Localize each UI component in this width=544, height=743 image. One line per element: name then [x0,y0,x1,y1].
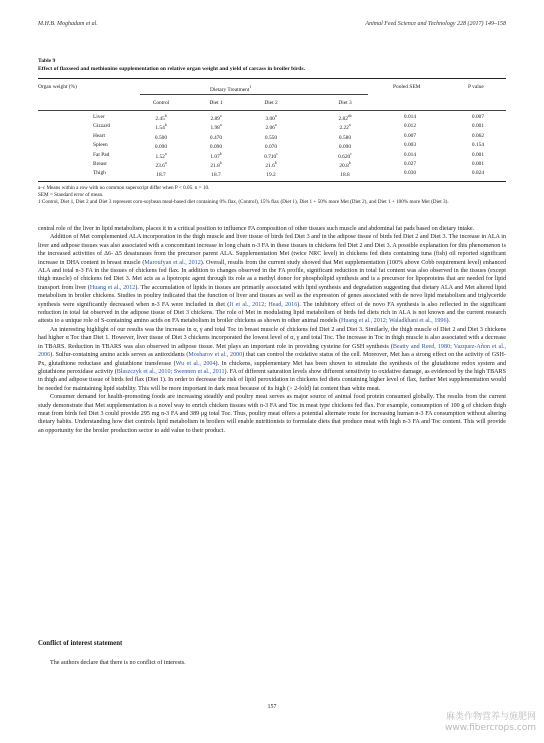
table-cell: 2.06$^a$ [265,123,277,132]
table-cell: 21.8$^b$ [210,161,222,169]
table-cell: 18.7 [211,172,221,179]
row-label: Breast [93,161,107,167]
table-cell: 0.580 [338,134,352,141]
watermark [445,712,536,734]
table-cell: 0.007 [403,132,417,139]
row-label: Liver [93,114,105,120]
citation-link[interactable]: Huang et al., 2012; Waladkhani et al., 1996 [341,318,447,325]
table-caption: Effect of flaxseed and methionine supplementation on relative organ weight and yield of carcass in broiler birds. [38,66,305,72]
paragraph-3: An interesting highlight of our results was the increase in α, γ and total Toc in breast muscle of chickens fed Diet 2 and Diet 3. Similarly, the thigh muscle of Diet 2 and Diet 3 chickens had higher α Toc than Diet 1. However, liver tissue of Diet 3 chickens incorporated the lowest level of α, γ and total Toc. The increase in Toc in thigh muscle is also associated with a decrease in TBARS. Reduction in TBARS was also observed in adipose tissue. Met plays an important role in providing cysteine for GSH synthesis (Beatty and Reed, 1980; Vazquez-Añon et al., 2006). Sulfur-containing amino acids serves as antioxidants (Mosharov et al., 2000) that can control the oxidative status of the cell. Moreover, Met has a strong effect on the activity of GSH-Px, glutathione reductase and glutathione transferase (Wu et al., 2004). In chickens, supplementary Met has been shown to stimulate the synthesis of the glutathione redox system and glutathione peroxidase activity (Błaszczyk et al., 2010; Swennen et al., 2011). FA of different saturation levels show different sensitivity to oxidative damage, as evidenced by the high TBARS in thigh and adipose tissue of birds fed flax (Diet 1). In order to decrease the risk of lipid peroxidation in chickens fed diets containing higher level of flax, further Met supplementation would be needed for maintaining lipid stability. This will be more important in dark meat because of its high (> 2-fold) fat content than white meat. [38,326,507,392]
table-cell: 1.52$^a$ [155,151,167,160]
sub-col-diet2: Diet 2 [264,100,278,106]
row-label: Fat Pad [93,151,110,158]
row-label: Thigh [93,170,106,177]
table-cell: 0.710$^c$ [264,151,278,160]
table-cell: 2.45$^b$ [155,114,167,122]
row-label: Gizzard [93,123,111,130]
table-cell: 0.014 [403,151,417,158]
table-cell: 0.012 [403,123,417,130]
table-top-rule [38,78,506,79]
table-cell: 1.98$^a$ [210,123,222,132]
running-header [38,21,506,31]
row-label: Spleen [93,142,108,149]
diet-span-rule [140,94,368,95]
page-number: 157 [267,704,277,710]
table-cell: 0.090 [154,143,168,150]
table-cell: 21.6$^b$ [265,161,277,169]
table-bottom-rule [38,181,506,182]
table-cell: 0.030 [403,170,417,177]
table-cell: 0.014 [403,114,417,120]
article-body [38,225,506,435]
table-cell: 0.070 [264,143,278,150]
paragraph-2: Addition of Met complemented ALA incorporation in the thigh muscle and liver tissue of birds fed Diet 3 and in the adipose tissue of birds fed Diet 2 and Diet 3. The increase in ALA in liver and adipose tissues was also associated with a concomitant increase in long chain n-3 FA in these tissues in chickens fed Diet 2 and Diet 3. A possible explanation for this phenomenon is the increased activities of Δ6- Δ5 desaturases from the precursor parent ALA. Supplementation Met (twice NRC level) in chickens fed diets containing tuna (fish) oil reported significant increase in DHA content in breast muscle (Maroufyan et al., 2012). Overall, results from the current study showed that Met supplementation (100% above Cobb requirement level) enhanced ALA and total n-3 FA in the tissues of chickens fed flax. In addition to changes observed in the FA profile, significant reduction in total fat content was also observed in the tissues (except thigh muscle) of chickens fed Diet 3. Met acts as a lipotropic agent through its role as a methyl donor for phospholipid synthesis and is a precursor for lipoproteins that are needed for lipid transport from liver (Huang et al., 2012). The accumulation of lipids in tissues are primarily associated with lipid synthesis and degradation suggesting that dietary ALA and Met altered lipid metabolism in broiler chickens. Studies in poultry indicated that the function of liver and tissues as well as the expression of genes associated with de novo lipid metabolism and triglyceride synthesis were significantly decreased when n-3 FA were included in diet (Ji et al., 2012; Head, 2016). The inhibitory effect of de novo FA synthesis is also reflected in the significant reduction in total fat observed in the adipose tissue of Diet 3 chickens. The role of Met in modulating lipid metabolism of birds fed diets rich in ALA is not known and the current research attests to a unique role of S-containing amino acids on FA metabolism in broiler chickens as shown in other animal models (Huang et al., 2012; Waladkhani et al., 1996). [38,234,506,325]
citation-link[interactable]: Mosharov et al., 2000 [188,352,243,359]
table-cell: 0.001 [471,123,485,130]
table-cell: 0.620$^c$ [338,151,352,160]
watermark-line2: www.fibercrops.com [445,723,536,733]
section-heading: Conflict of interest statement [38,640,123,647]
table-cell: 2.89$^a$ [210,114,222,122]
table-header-rule [38,110,506,111]
table-cell: 0.154 [471,142,485,149]
table-cell: 19.2 [266,172,276,179]
col-header-sem: Pooled SEM [393,84,421,90]
row-label: Heart [93,132,105,139]
table-cell: 18.7 [156,172,166,179]
table-footnote-sem: SEM = Standard error of mean. [38,192,104,198]
table-label: Table 9 [38,58,56,64]
citation-link[interactable]: Wu et al., 2004 [175,360,216,367]
col-header-organ: Organ weight (%) [38,84,77,90]
citation-link[interactable]: Huang et al., 2012 [89,284,136,291]
table-cell: 20.8$^b$ [339,161,351,169]
table-cell: 0.470 [209,134,223,141]
table-footnote-diets: 1 Control, Diet 1, Diet 2 and Diet 3 represent corn-soybean meal-based diet containing 0% flax, (Control), 15% flax (Diet 1), Diet 1 + 50% more Met (Diet 2), and Diet 1 + 100% more Met (Diet 3). [38,199,449,205]
watermark-line1: 麻类作物营养与施肥网 [445,712,536,722]
table-footnote-sig: a–c Means within a row with no common superscript differ when P < 0.05. n = 10. [38,185,210,191]
sub-col-diet1: Diet 1 [209,100,223,106]
table-cell: 0.007 [471,114,485,120]
citation-link[interactable]: Błaszczyk et al., 2010; Swennen et al., 2011 [116,368,225,375]
conflict-statement: The authors declare that there is no conflict of interests. [50,660,186,666]
col-header-diet: Dietary Treatment$^1$ [210,84,252,93]
col-header-p: P value [468,84,484,90]
table-cell: 0.001 [471,161,485,167]
citation-link[interactable]: Maroufyan et al., 2012 [144,259,201,266]
paragraph-4: Consumer demand for health-promoting foods are increasing steadily and poultry meat serves as major source of animal food protein consumed globally. The results from the current study demonstrate that Met supplementation is a novel way to enrich chicken tissues with n-3 FA and Toc in meat type chickens fed flax. For example, consumption of 100 g of chicken thigh meat from birds fed Diet 3 could provide 295 mg n-3 FA and 389 μg total Toc. Thus, poultry meat offers a potential alternate route for increasing human n-3 FA consumption without altering dietary habits. Understanding how diet controls lipid metabolism in broilers will enable nutritionists to formulate diets that produce meat with high n-3 FA and Toc content. This will provide an opportunity for the broiler production sector to add value to their product. [38,394,506,434]
paragraph-1: central role of the liver in lipid metabolism, places it in a critical position to influence FA composition of other tissues such muscle and abdominal fat pads based on dietary intake. [38,226,475,232]
header-authors: M.H.B. Moghadam et al. [38,21,98,27]
table-cell: 23.6$^a$ [155,161,167,169]
table-cell: 1.54$^b$ [155,123,167,132]
table-cell: 0.027 [403,161,417,167]
sub-col-control: Control [152,100,170,106]
table-cell: 0.001 [471,151,485,158]
citation-link[interactable]: Beatty and Reed, 1980; Vazquez-Añon et al., 2006 [38,343,506,359]
table-cell: 3.00$^a$ [265,114,277,122]
table-cell: 1.07$^b$ [210,151,222,160]
header-journal: Animal Feed Science and Technology 228 (2017) 149–158 [365,21,506,27]
table-cell: 0.090 [209,143,223,150]
table-cell: 0.824 [471,170,485,177]
table-cell: 2.82$^{ab}$ [338,114,352,122]
table-cell: 0.090 [338,143,352,150]
sub-col-diet3: Diet 3 [338,100,352,106]
table-cell: 0.003 [403,142,417,149]
table-cell: 0.062 [471,132,485,139]
citation-link[interactable]: Ji et al., 2012; Head, 2016 [229,301,298,308]
table-cell: 0.500 [154,134,168,141]
table-cell: 0.550 [264,134,278,141]
table-cell: 2.22$^a$ [339,123,351,132]
table-cell: 18.8 [340,172,350,179]
